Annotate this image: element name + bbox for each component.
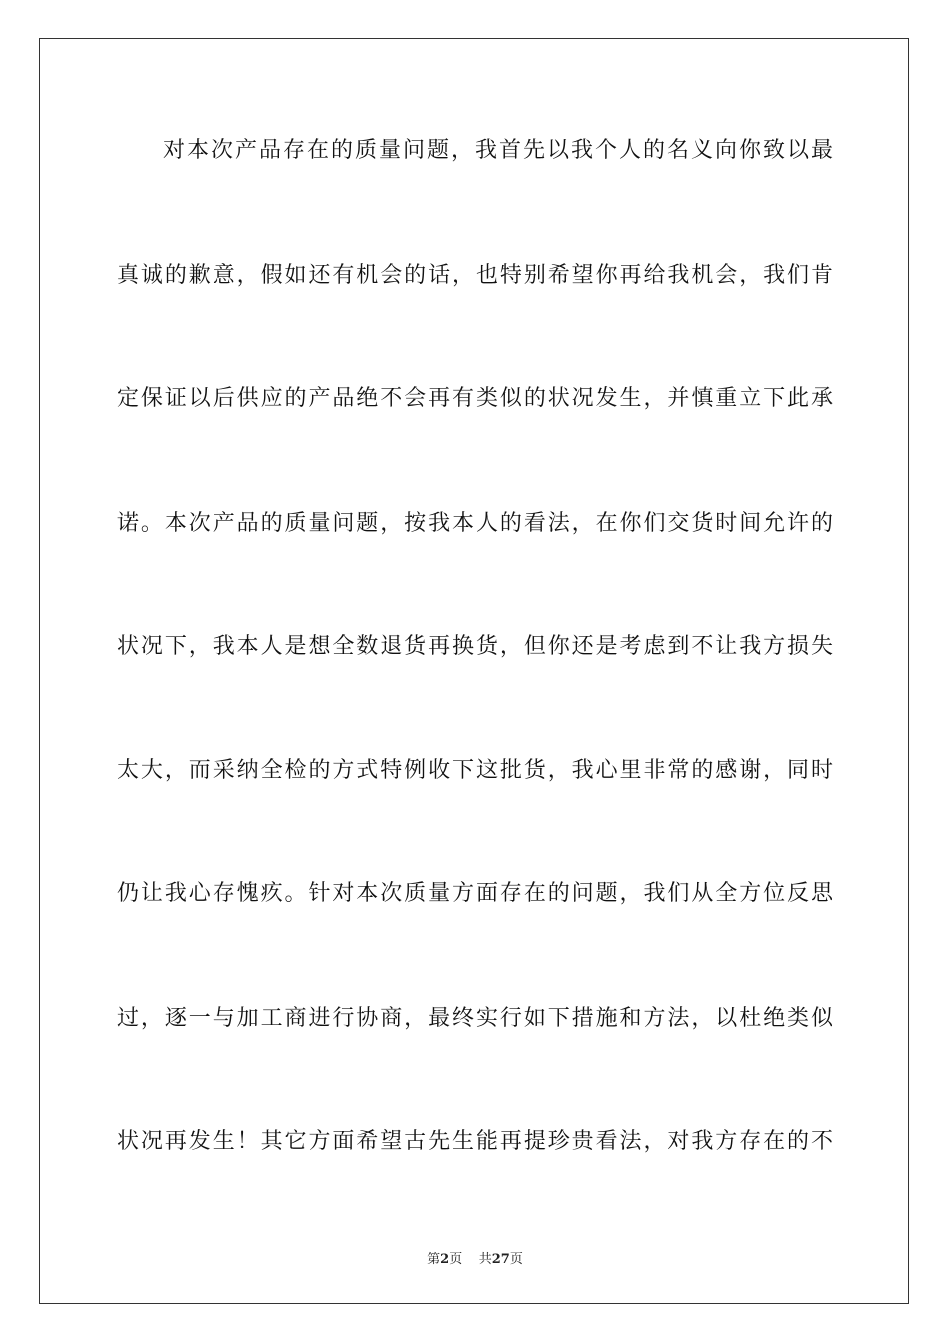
paragraph-line-5: 状况下，我本人是想全数退货再换货，但你还是考虑到不让我方损失 (117, 634, 833, 659)
total-pages: 27 (491, 1252, 510, 1267)
total-prefix: 共 (478, 1252, 492, 1267)
paragraph-line-3: 定保证以后供应的产品绝不会再有类似的状况发生，并慎重立下此承 (117, 386, 833, 411)
paragraph-line-4: 诺。本次产品的质量问题，按我本人的看法，在你们交货时间允许的 (117, 511, 833, 536)
paragraph-line-9: 状况再发生！其它方面希望古先生能再提珍贵看法，对我方存在的不 (117, 1129, 833, 1154)
paragraph-line-7: 仍让我心存愧疚。针对本次质量方面存在的问题，我们从全方位反思 (117, 881, 833, 906)
total-suffix: 页 (509, 1252, 523, 1267)
page-number: 2 (440, 1252, 450, 1267)
paragraph-line-2: 真诚的歉意，假如还有机会的话，也特别希望你再给我机会，我们肯 (117, 263, 833, 288)
page-border (39, 38, 909, 1304)
page-prefix: 第 (427, 1252, 441, 1267)
paragraph-line-1: 对本次产品存在的质量问题，我首先以我个人的名义向你致以最 (163, 138, 833, 163)
paragraph-line-8: 过，逐一与加工商进行协商，最终实行如下措施和方法，以杜绝类似 (117, 1006, 833, 1031)
page-footer (0, 1248, 950, 1267)
paragraph-line-6: 太大，而采纳全检的方式特例收下这批货，我心里非常的感谢，同时 (117, 758, 833, 783)
page-suffix: 页 (449, 1252, 463, 1267)
